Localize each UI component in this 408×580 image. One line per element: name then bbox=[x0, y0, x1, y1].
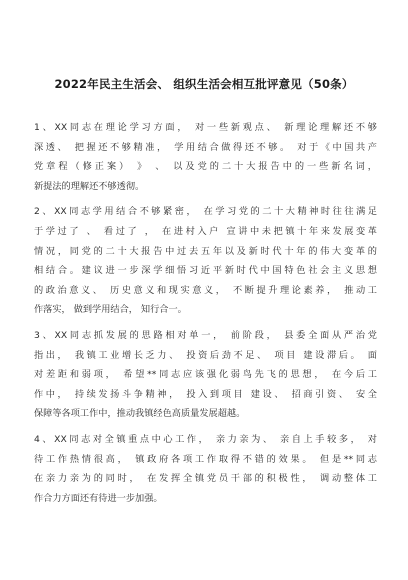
text-line: 作落实， 做到学用结合， 知行合一。 bbox=[34, 304, 187, 316]
text-line: 3、XX同志抓发展的思路相对单一， 前阶段， 县委全面从严治党 bbox=[34, 329, 377, 341]
text-line: 深透、 把握还不够精准， 学用结合做得还不够。 对于《中国共产 bbox=[34, 141, 377, 153]
text-line: 在亲力亲为的同时， 在发挥全镇党员干部的积极性， 调动整体工 bbox=[34, 473, 377, 485]
text-line: 对差距和弱项， 希望**同志应该强化弱鸟先飞的思想， 在今后工 bbox=[34, 369, 377, 381]
text-line: 新提法的理解还不够透彻。 bbox=[34, 180, 145, 192]
criticism-item-2 bbox=[34, 202, 377, 320]
document-body bbox=[34, 118, 377, 514]
text-line: 相结合。建议进一步深学细悟习近平新时代中国特色社会主义思想 bbox=[34, 265, 377, 277]
criticism-item-1 bbox=[34, 118, 377, 196]
text-line: 作中， 持续发扬斗争精神， 投入到项目 建设、 招商引资、 安全 bbox=[34, 388, 377, 400]
criticism-item-3 bbox=[34, 326, 377, 424]
text-line: 2、XX同志学用结合不够紧密， 在学习党的二十大精神时往往满足 bbox=[34, 206, 377, 218]
text-line: 于学过了 、 看过了 ， 在进村入户 宣讲中未把镇十年来发展变革 bbox=[34, 225, 377, 237]
text-line: 指出， 我镇工业增长乏力、 投资后劲不足、 项目 建设滞后。 面 bbox=[34, 349, 377, 361]
text-line: 的政治意义、 历史意义和现实意义， 不断提升理论素养， 推动工 bbox=[34, 284, 377, 296]
text-line: 待工作热情很高， 镇政府各项工作取得不错的效果。 但是**同志 bbox=[34, 453, 377, 465]
text-line: 党章程（修正案） 》 、 以及党的二十大报告中的一些新名词， bbox=[34, 161, 377, 173]
text-line: 作合力方面还有待进一步加强。 bbox=[34, 492, 163, 504]
text-line: 情况，同党的二十大报告中过去五年以及新时代十年的伟大变革的 bbox=[34, 245, 377, 257]
document-title: 2022年民主生活会、 组织生活会相互批评意见（50条） bbox=[54, 77, 354, 91]
text-line: 1、XX同志在理论学习方面， 对一些新观点、 新理论理解还不够 bbox=[34, 122, 377, 133]
text-line: 保障等各项工作中，推动我镇经色高质量发展超越。 bbox=[34, 408, 246, 420]
text-line: 4、XX同志对全镇重点中心工作， 亲力亲为、 亲自上手较多， 对 bbox=[34, 433, 377, 445]
criticism-item-4 bbox=[34, 430, 377, 508]
